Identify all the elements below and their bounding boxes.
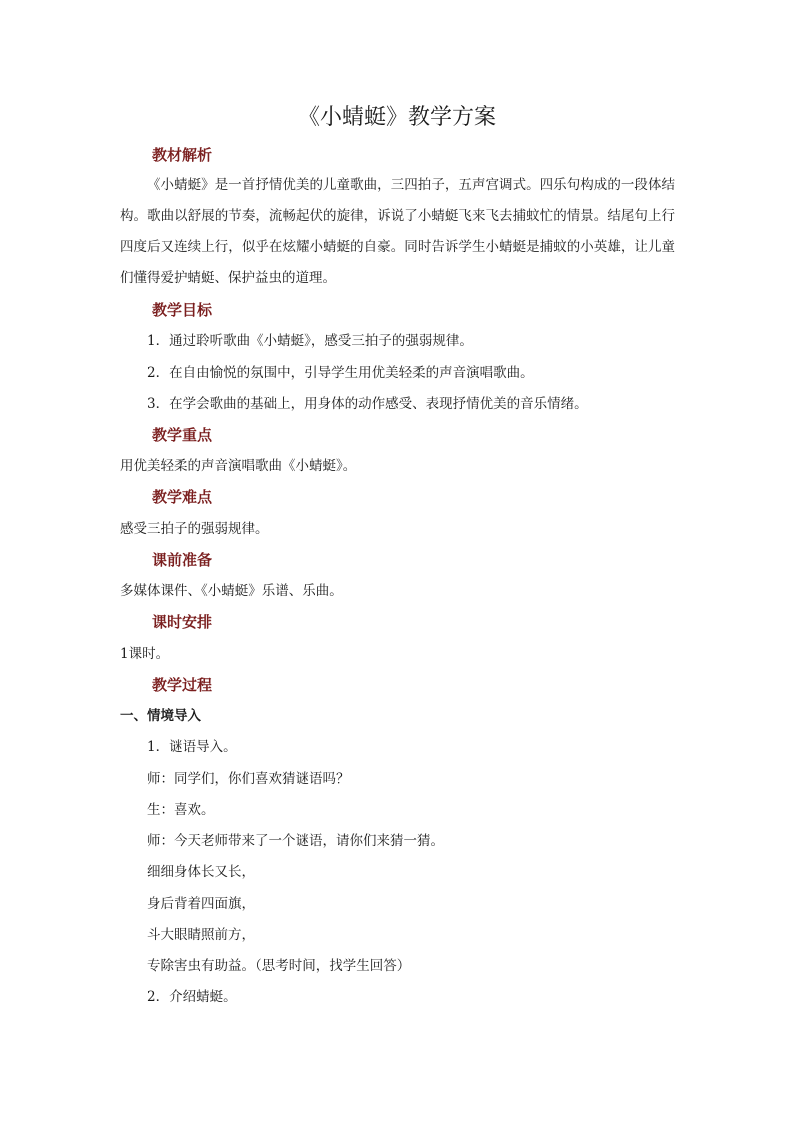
difficulties-text: 感受三拍子的强弱规律。 bbox=[120, 521, 269, 537]
key-points-text: 用优美轻柔的声音演唱歌曲《小蜻蜓》。 bbox=[120, 458, 357, 474]
riddle-line: 专除害虫有助益。（思考时间，找学生回答） bbox=[147, 958, 411, 974]
heading-analysis: 教材解析 bbox=[152, 146, 213, 164]
heading-process: 教学过程 bbox=[152, 676, 213, 694]
heading-key-points: 教学重点 bbox=[152, 426, 213, 444]
document-title: 《小蜻蜓》教学方案 bbox=[297, 105, 496, 130]
heading-preparation: 课前准备 bbox=[152, 551, 213, 569]
goal-item-3: 3．在学会歌曲的基础上，用身体的动作感受、表现抒情优美的音乐情绪。 bbox=[147, 396, 588, 412]
process-line: 2．介绍蜻蜓。 bbox=[147, 989, 237, 1005]
process-line: 生：喜欢。 bbox=[147, 802, 215, 818]
preparation-text: 多媒体课件、《小蜻蜓》乐谱、乐曲。 bbox=[120, 583, 343, 599]
process-line: 1．谜语导入。 bbox=[147, 739, 237, 755]
heading-schedule: 课时安排 bbox=[152, 613, 213, 631]
process-part1-heading: 一、情境导入 bbox=[120, 708, 201, 724]
goal-item-1: 1．通过聆听歌曲《小蜻蜓》，感受三拍子的强弱规律。 bbox=[147, 333, 473, 349]
riddle-line: 细细身体长又长， bbox=[147, 864, 255, 880]
heading-difficulties: 教学难点 bbox=[152, 488, 213, 506]
goal-item-2: 2．在自由愉悦的氛围中，引导学生用优美轻柔的声音演唱歌曲。 bbox=[147, 365, 534, 381]
heading-goals: 教学目标 bbox=[152, 301, 213, 319]
analysis-paragraph: 《小蜻蜓》是一首抒情优美的儿童歌曲，三四拍子，五声宫调式。四乐句构成的一段体结构。歌曲以舒展的节奏，流畅起伏的旋律，诉说了小蜻蜓飞来飞去捕蚊忙的情景。结尾句上行四度后又连续上行，似乎在炫耀小蜻蜓的自豪。同时告诉学生小蜻蜓是捕蚊的小英雄，让儿童们懂得爱护蜻蜓、保护益虫的道理。 bbox=[120, 177, 675, 286]
riddle-line: 身后背着四面旗， bbox=[147, 896, 255, 912]
schedule-text: 1课时。 bbox=[120, 646, 170, 662]
process-line: 师：同学们，你们喜欢猜谜语吗？ bbox=[147, 771, 350, 787]
riddle-line: 斗大眼睛照前方， bbox=[147, 927, 255, 943]
process-line: 师：今天老师带来了一个谜语，请你们来猜一猜。 bbox=[147, 833, 444, 849]
